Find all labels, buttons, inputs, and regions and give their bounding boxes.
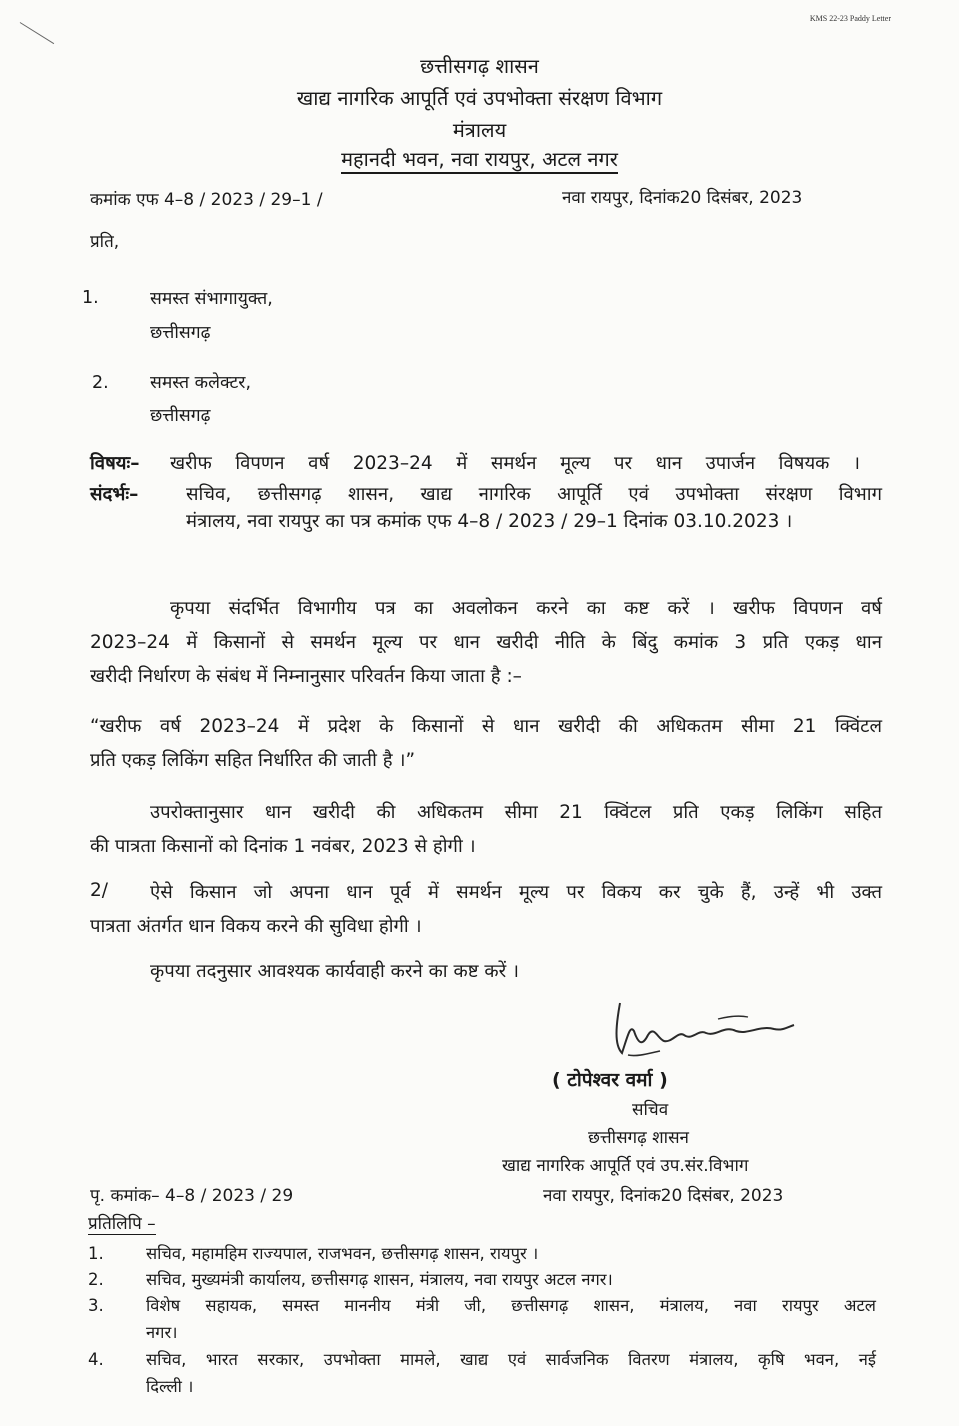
scan-mark — [20, 22, 54, 44]
list-item-text — [146, 1292, 876, 1346]
endorsement-date: नवा रायपुर, दिनांक20 दिसंबर, 2023 — [543, 1186, 784, 1206]
list-item-text — [146, 1266, 876, 1293]
paragraph-number: 2/ — [90, 880, 109, 901]
subject-label: विषयः– — [90, 453, 140, 474]
endorsement-number: पृ. कमांक– 4–8 / 2023 / 29 — [90, 1186, 294, 1206]
reference-line-2: मंत्रालय, नवा रायपुर का पत्र कमांक एफ 4–8 / 2023 / 29–1 दिनांक 03.10.2023 । — [186, 511, 793, 532]
list-item-text — [146, 1346, 876, 1400]
list-item-line: सचिव, भारत सरकार, उपभोक्ता मामले, खाद्य एवं सार्वजनिक वितरण मंत्रालय, कृषि भवन, नई — [146, 1350, 876, 1369]
header-department: खाद्य नागरिक आपूर्ति एवं उपभोक्ता संरक्षण विभाग — [296, 86, 663, 110]
header-ministry: मंत्रालय — [452, 118, 507, 142]
body-paragraph-quote — [90, 710, 882, 778]
reference-line-1: सचिव, छत्तीसगढ़ शासन, खाद्य नागरिक आपूर्ति एवं उपभोक्ता संरक्षण विभाग — [186, 484, 882, 505]
corner-tag: KMS 22-23 Paddy Letter — [809, 14, 891, 23]
header-address-text: महानदी भवन, नवा रायपुर, अटल नगर — [341, 147, 618, 174]
header-address — [0, 145, 959, 172]
signatory-office: छत्तीसगढ़ शासन — [588, 1128, 689, 1148]
recipient-place: छत्तीसगढ़ — [150, 406, 211, 426]
signatory-designation: सचिव — [632, 1100, 669, 1120]
letter-date: नवा रायपुर, दिनांक20 दिसंबर, 2023 — [562, 188, 803, 208]
recipient-number: 1. — [82, 288, 99, 308]
list-item-number: 1. — [88, 1244, 104, 1263]
recipient-place: छत्तीसगढ़ — [150, 323, 211, 343]
copy-to-label-text: प्रतिलिपि – — [88, 1214, 156, 1234]
list-item-line: सचिव, मुख्यमंत्री कार्यालय, छत्तीसगढ़ शासन, मंत्रालय, नवा रायपुर अटल नगर। — [146, 1270, 613, 1289]
paragraph-line: “खरीफ वर्ष 2023–24 में प्रदेश के किसानों से धान खरीदी की अधिकतम सीमा 21 क्विंटल — [90, 716, 882, 737]
body-paragraph-4 — [90, 876, 882, 944]
signatory-name: ( टोपेश्वर वर्मा ) — [552, 1069, 668, 1091]
paragraph-line: ऐसे किसान जो अपना धान पूर्व में समर्थन मूल्य पर विकय कर चुके हैं, उन्हें भी उक्त — [150, 882, 882, 903]
paragraph-line: प्रति एकड़ लिकिंग सहित निर्धारित की जाती है ।” — [90, 750, 416, 771]
paragraph-line: 2023–24 में किसानों से समर्थन मूल्य पर धान खरीदी नीति के बिंदु कमांक 3 प्रति एकड़ धान — [90, 632, 882, 653]
paragraph-line: खरीदी निर्धारण के संबंध में निम्नानुसार परिवर्तन किया जाता है :– — [90, 666, 522, 687]
body-paragraph-1 — [90, 592, 882, 694]
closing-request: कृपया तदनुसार आवश्यक कार्यवाही करने का कष्ट करें । — [150, 961, 520, 982]
recipient-number: 2. — [92, 373, 109, 393]
recipient-name: समस्त कलेक्टर, — [150, 373, 252, 393]
list-item-text — [146, 1240, 876, 1267]
body-paragraph-3 — [90, 796, 882, 864]
reference-label: संदर्भः– — [90, 484, 139, 505]
list-item-line: विशेष सहायक, समस्त माननीय मंत्री जी, छत्तीसगढ़ शासन, मंत्रालय, नवा रायपुर अटल — [146, 1296, 876, 1315]
to-label: प्रति, — [90, 232, 120, 252]
copy-to-label — [88, 1211, 156, 1234]
list-item-line: सचिव, महामहिम राज्यपाल, राजभवन, छत्तीसगढ़ शासन, रायपुर । — [146, 1244, 539, 1263]
signatory-department: खाद्य नागरिक आपूर्ति एवं उप.संर.विभाग — [502, 1156, 749, 1176]
paragraph-line: की पात्रता किसानों को दिनांक 1 नवंबर, 2023 से होगी । — [90, 836, 476, 857]
paragraph-line: पात्रता अंतर्गत धान विकय करने की सुविधा होगी । — [90, 916, 422, 937]
list-item-number: 4. — [88, 1350, 104, 1369]
list-item-line: नगर। — [146, 1323, 178, 1342]
recipient-name: समस्त संभागायुक्त, — [150, 289, 273, 309]
list-item-number: 3. — [88, 1296, 104, 1315]
list-item-number: 2. — [88, 1270, 104, 1289]
letter-number: कमांक एफ 4–8 / 2023 / 29–1 / — [90, 190, 323, 210]
paragraph-line: कृपया संदर्भित विभागीय पत्र का अवलोकन करने का कष्ट करें । खरीफ विपणन वर्ष — [170, 598, 882, 619]
list-item-line: दिल्ली । — [146, 1377, 194, 1396]
header-government: छत्तीसगढ़ शासन — [420, 54, 539, 78]
paragraph-line: उपरोक्तानुसार धान खरीदी की अधिकतम सीमा 21 क्विंटल प्रति एकड़ लिकिंग सहित — [150, 802, 882, 823]
signature-mark — [598, 995, 808, 1065]
subject-text: खरीफ विपणन वर्ष 2023–24 में समर्थन मूल्य पर धान उपार्जन विषयक । — [170, 453, 860, 474]
